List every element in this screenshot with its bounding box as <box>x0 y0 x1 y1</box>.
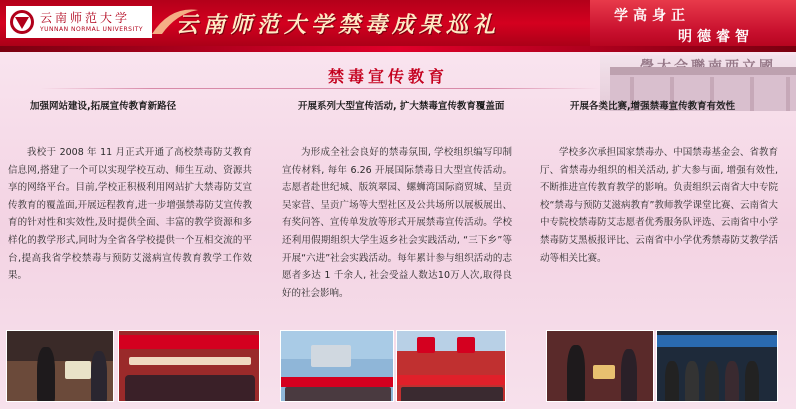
column-body: 我校于 2008 年 11 月正式开通了高校禁毒防艾教育信息网,搭建了一个可以实现学校互动、师生互动、资源共享的网络平台。目前,学校正积极利用网站扩大禁毒防艾宣传教育的覆盖面,开展远程教育,进一步增强禁毒防艾宣传教育的针对性和实效性,及时提供全面、丰富的教学资源和多样化的教学形式,同时为全省各学校提供一个互相交流的平台,提高我省学校禁毒与预防艾滋病宣传教育教学工作效果。 <box>8 147 252 282</box>
header-stripe <box>0 46 796 52</box>
photo-group-photo <box>656 330 778 402</box>
header-band <box>0 0 796 52</box>
column-body: 学校多次承担国家禁毒办、中国禁毒基金会、省教育厅、省禁毒办组织的相关活动, 扩大参与面, 增强有效性,不断推进宣传教育教学的影响。负责组织云南省大中专院校“禁毒与预防艾滋病教育”教师教学课堂比赛、云南省大中专院校禁毒防艾志愿者优秀服务队评选、云南省中小学禁毒防艾黑板报评比、云南省中小学优秀禁毒防艾教学活动等相关比赛。 <box>540 147 778 264</box>
university-name: 云南师范大学 <box>40 11 131 25</box>
motto-line-2: 明德睿智 <box>678 29 754 45</box>
column-heading: 开展各类比赛,增强禁毒宣传教育有效性 <box>570 101 736 112</box>
column-body: 为形成全社会良好的禁毒氛围, 学校组织编写印制宣传材料, 每年 6.26 开展国际禁毒日大型宣传活动。志愿者赴世纪城、版筑翠园、螺蛳湾国际商贸城、呈贡吴家营、呈贡广场等大型社区及公共场所以展板展出、有奖问答、宣传单发放等形式开展禁毒宣传活动。学校还利用假期组织大学生返乡社会实践活动, “三下乡”等开展“六进”社会实践活动。每年累计参与组织活动的志愿者多达 1 千余人, 社会受益人数达10万人次,取得良好的社会影响。 <box>282 147 512 299</box>
motto-line-1: 学高身正 <box>614 8 690 24</box>
column-competitions <box>540 98 778 264</box>
university-emblem-icon <box>9 9 35 35</box>
photo-lecture-hall <box>118 330 260 402</box>
university-logo <box>6 6 152 38</box>
photo-outdoor-event <box>280 330 394 402</box>
photo-campus-campaign <box>396 330 506 402</box>
column-heading: 开展系列大型宣传活动, 扩大禁毒宣传教育覆盖面 <box>298 101 505 112</box>
motto-panel <box>590 0 796 52</box>
photo-competition-award <box>546 330 654 402</box>
column-campaigns <box>282 98 512 299</box>
university-name-en: YUNNAN NORMAL UNIVERSITY <box>40 26 144 33</box>
header-title: 云南师范大学禁毒成果巡礼 <box>176 12 501 38</box>
section-title: 禁毒宣传教育 <box>328 67 449 86</box>
title-divider <box>40 88 600 89</box>
column-website <box>8 98 252 282</box>
column-heading: 加强网站建设,拓展宣传教育新路径 <box>30 101 177 112</box>
photo-award-ceremony <box>6 330 114 402</box>
